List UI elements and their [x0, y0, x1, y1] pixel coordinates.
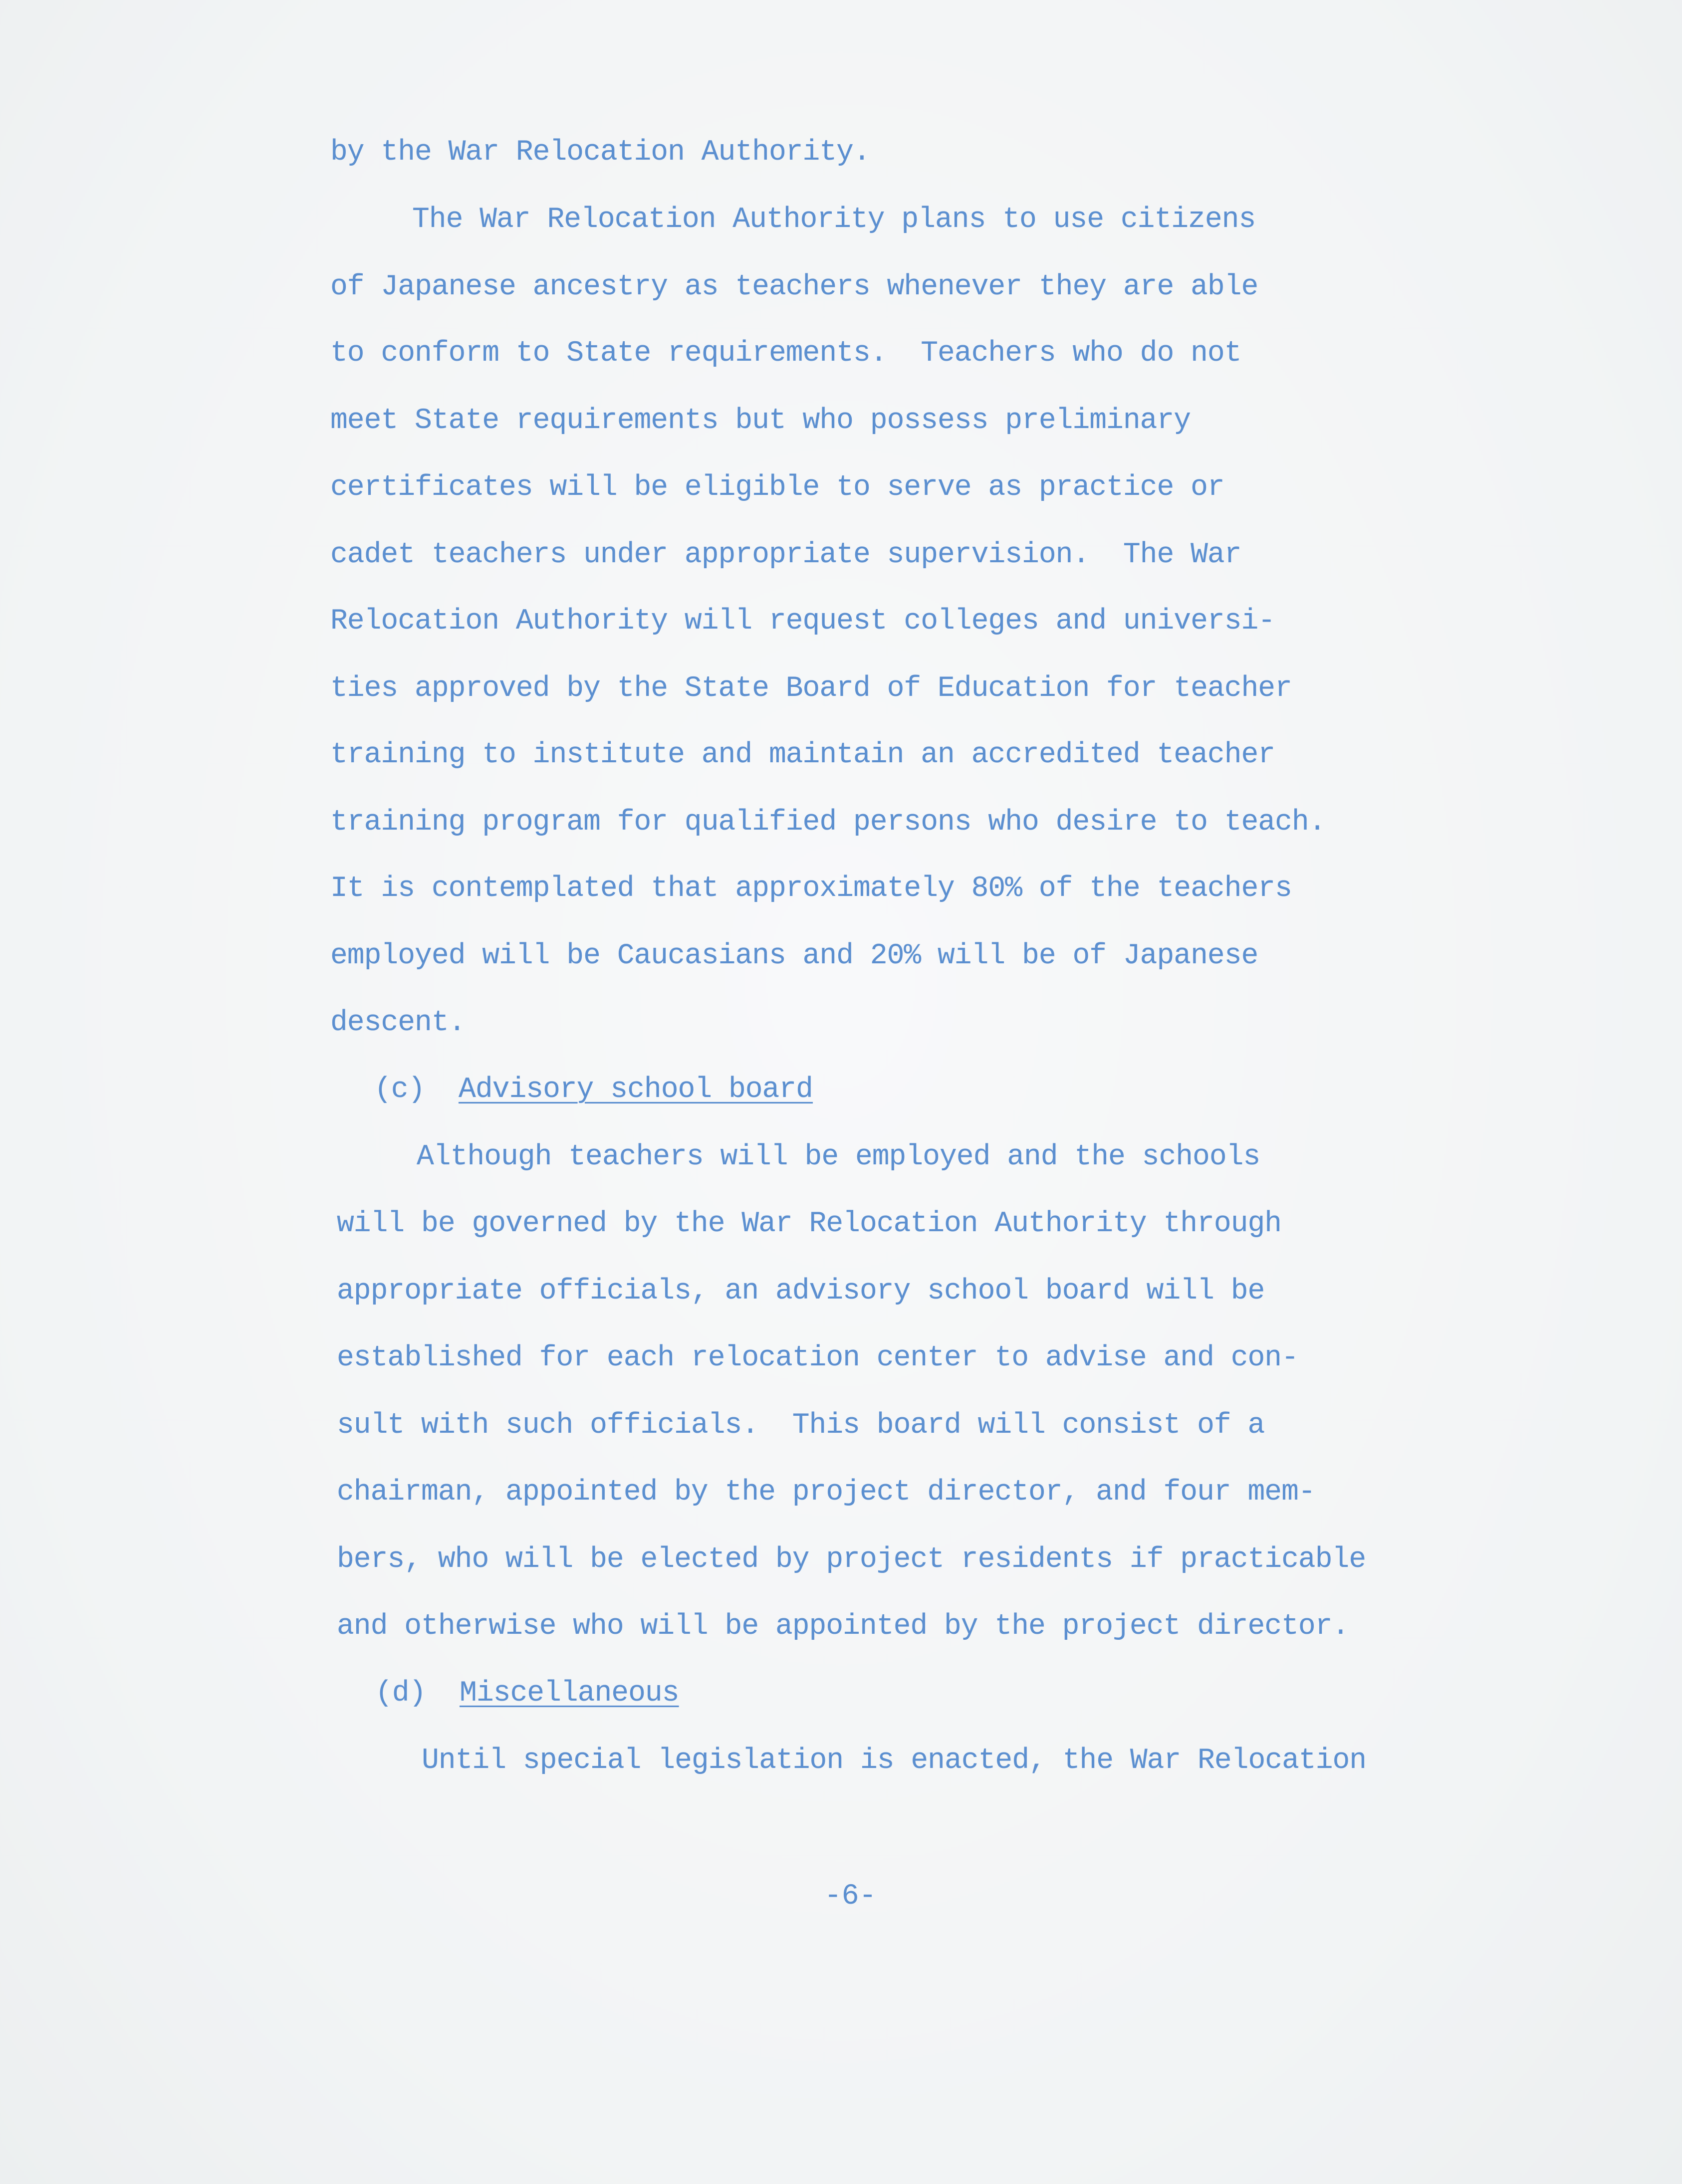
text-line: will be governed by the War Relocation Authority through: [337, 1208, 1282, 1240]
text-line: sult with such officials. This board will consist of a: [337, 1409, 1265, 1442]
text-line: chairman, appointed by the project director, and four mem-: [337, 1476, 1315, 1509]
text-line: The War Relocation Authority plans to use citizens: [412, 204, 1256, 236]
text-line: It is contemplated that approximately 80% of the teachers: [330, 873, 1292, 905]
text-line: cadet teachers under appropriate supervision. The War: [330, 539, 1241, 571]
text-line: bers, who will be elected by project residents if practicable: [337, 1543, 1366, 1576]
text-line: by the War Relocation Authority.: [330, 136, 870, 169]
section-label: (c): [374, 1074, 425, 1106]
text-line: appropriate officials, an advisory school board will be: [337, 1275, 1265, 1308]
text-line: training to institute and maintain an accredited teacher: [330, 739, 1275, 771]
text-line: ties approved by the State Board of Education for teacher: [330, 672, 1292, 705]
text-line: Relocation Authority will request colleges and universi-: [330, 605, 1275, 638]
text-line: of Japanese ancestry as teachers whenever they are able: [330, 271, 1258, 303]
section-heading-d: [375, 1676, 679, 1712]
text-line: Until special legislation is enacted, the War Relocation: [422, 1745, 1367, 1777]
text-line: descent.: [330, 1007, 466, 1039]
text-line: and otherwise who will be appointed by the project director.: [337, 1610, 1349, 1643]
section-title: Advisory school board: [459, 1074, 813, 1106]
text-line: to conform to State requirements. Teachers who do not: [330, 337, 1241, 370]
text-line: established for each relocation center to advise and con-: [337, 1342, 1298, 1374]
section-title: Miscellaneous: [460, 1677, 679, 1710]
text-line: meet State requirements but who possess preliminary: [330, 405, 1191, 437]
section-label: (d): [375, 1677, 426, 1710]
section-heading-c: [374, 1072, 813, 1108]
text-line: Although teachers will be employed and the schools: [417, 1141, 1260, 1173]
text-line: employed will be Caucasians and 20% will be of Japanese: [330, 940, 1258, 972]
page-number: -6-: [824, 1880, 877, 1913]
text-line: training program for qualified persons who desire to teach.: [330, 806, 1326, 839]
text-line: certificates will be eligible to serve as practice or: [330, 471, 1224, 504]
